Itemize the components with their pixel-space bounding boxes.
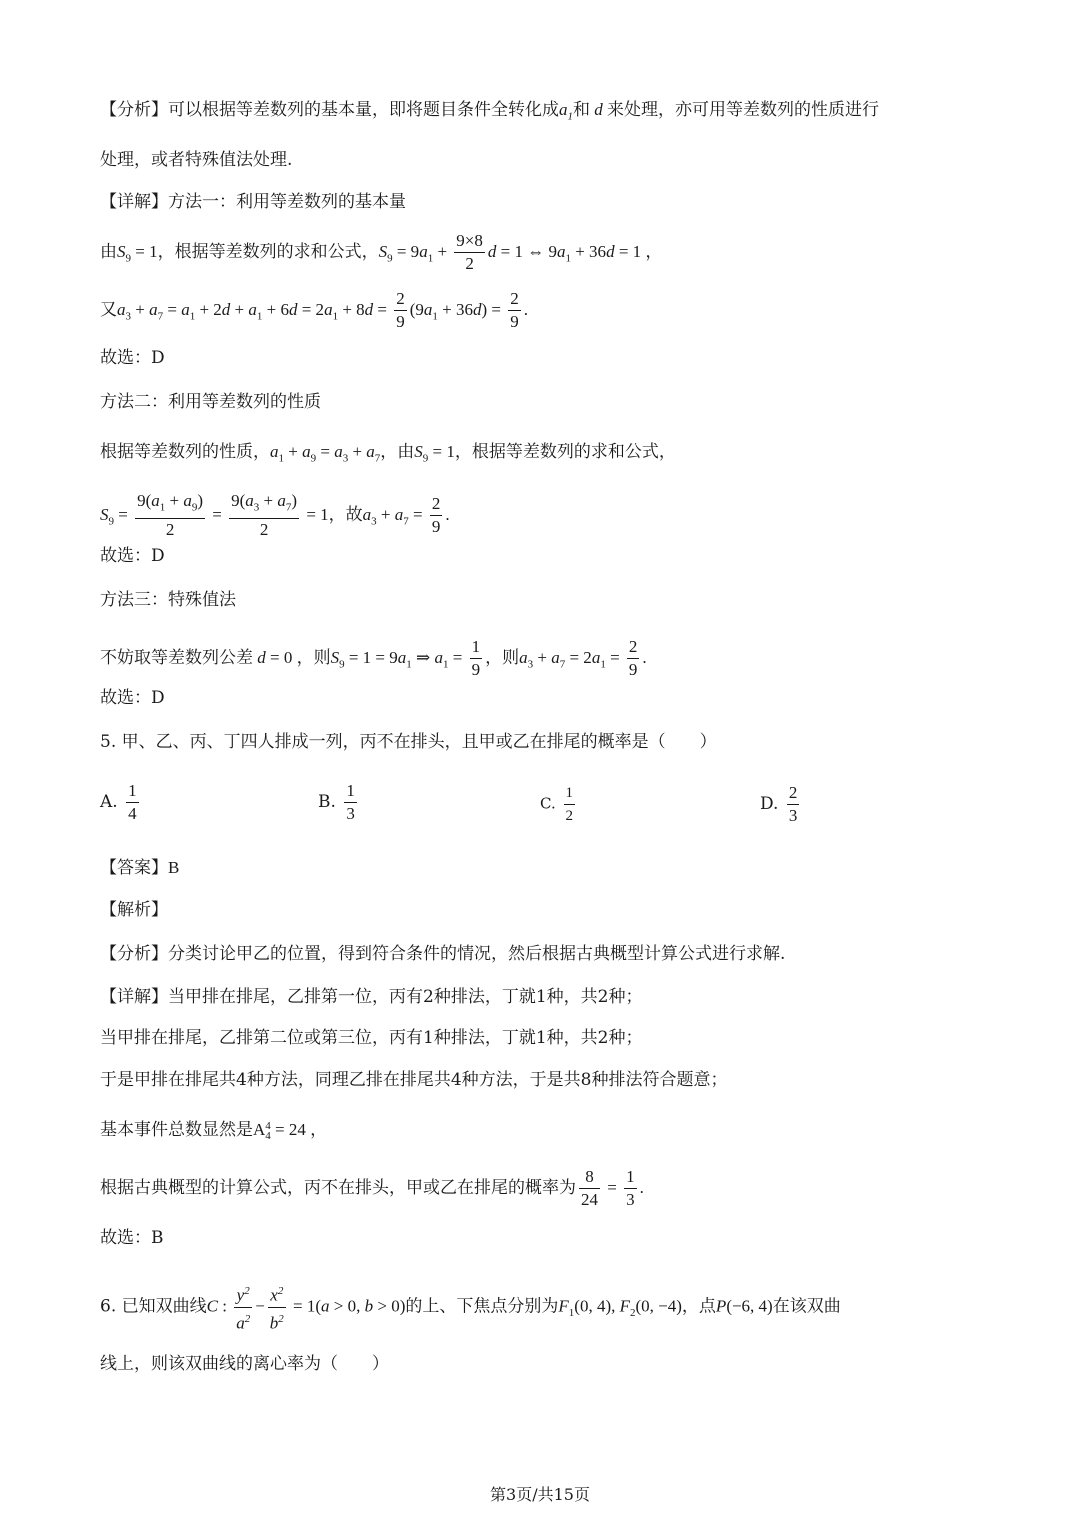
page-number: 第3页/共15页 xyxy=(490,1485,590,1504)
q5-option-a: A. $\frac{1}{4}$ xyxy=(100,781,137,823)
choose-b: 故选：B xyxy=(100,1228,164,1248)
jiexi-label: 【解析】 xyxy=(100,900,168,920)
q5-analysis: 【分析】分类讨论甲乙的位置，得到符合条件的情况，然后根据古典概型计算公式进行求解. xyxy=(100,944,786,964)
question-6-line-2: 线上，则该双曲线的离心率为（ ） xyxy=(100,1354,389,1374)
choose-d-2: 故选：D xyxy=(100,546,165,566)
choose-d-3: 故选：D xyxy=(100,688,165,708)
q5-option-b: B. $\frac{1}{3}$ xyxy=(318,781,355,823)
answer-line: 【答案】B xyxy=(100,858,180,878)
analysis-line-1: 【分析】可以根据等差数列的基本量，即将题目条件全转化成$a_1$和 d 来处理，亦可用等差数列的性质进行 xyxy=(100,100,879,123)
question-5-text: 5. 甲、乙、丙、丁四人排成一列，丙不在排头，且甲或乙在排尾的概率是（ ） xyxy=(100,732,717,752)
method-3-title: 方法三：特殊值法 xyxy=(100,590,236,610)
method-3-line: 不妨取等差数列公差 d = 0 ，则$S_9 = 1 = 9a_1$ ⇒ $a_1$ = $\frac{1}{9}$ ，则$a_3 + a_7 = 2a_1$ = $\frac{2}{9}$ . xyxy=(100,637,647,679)
q5-detail-2: 当甲排在排尾，乙排第二位或第三位，丙有1种排法，丁就1种，共2种； xyxy=(100,1028,643,1048)
q5-detail-1: 【详解】当甲排在排尾，乙排第一位，丙有2种排法，丁就1种，共2种； xyxy=(100,987,643,1007)
method-2-sum-line: $S_9$ = $\frac{9(a_1 + a_9)}{2}$ = $\frac{9(a_3 + a_7)}{2}$ = 1，故$a_3 + a_7$ = $\frac{2}{9}$ . xyxy=(100,491,450,540)
method-2-title: 方法二：利用等差数列的性质 xyxy=(100,392,321,412)
question-6-line-1: 6. 已知双曲线C : $\frac{y^2}{a^2}$ − $\frac{x^2}{b^2}$ = 1(a > 0, b > 0)的上、下焦点分别为$F_1(0$, 4), $F_2(0$, −4)，点P(−6, 4)在该双曲 xyxy=(100,1280,841,1334)
method-1-sum-line: 由$S_9 = 1$，根据等差数列的求和公式，$S_9 = 9a_1$ + $\frac{9\times 8}{2}$ d = 1 ⇔ $9a_1 + 36d = 1$ ， xyxy=(100,231,663,273)
method-2-property-line: 根据等差数列的性质，$a_1 + a_9 = a_3 + a_7$，由$S_9 = 1$，根据等差数列的求和公式， xyxy=(100,442,676,465)
q5-detail-5: 根据古典概型的计算公式，丙不在排头，甲或乙在排尾的概率为 $\frac{8}{24}$ = $\frac{1}{3}$ . xyxy=(100,1167,644,1209)
method-1-result-line: 又$a_3 + a_7 = a_1 + 2d + a_1 + 6d = 2a_1 + 8d$ = $\frac{2}{9}$ $(9a_1 + 36d)$ = $\frac{2}{9}$ . xyxy=(100,289,529,331)
q5-detail-3: 于是甲排在排尾共4种方法，同理乙排在排尾共4种方法，于是共8种排法符合题意； xyxy=(100,1070,728,1090)
q5-option-d: D. $\frac{2}{3}$ xyxy=(760,783,798,825)
analysis-line-2: 处理，或者特殊值法处理. xyxy=(100,150,293,170)
q5-detail-4: 基本事件总数显然是A 4 4 = 24 ， xyxy=(100,1120,328,1143)
choose-d-1: 故选：D xyxy=(100,348,165,368)
q5-option-c: C. $\frac{1}{2}$ xyxy=(540,782,578,827)
method-1-title: 【详解】方法一：利用等差数列的基本量 xyxy=(100,192,406,212)
